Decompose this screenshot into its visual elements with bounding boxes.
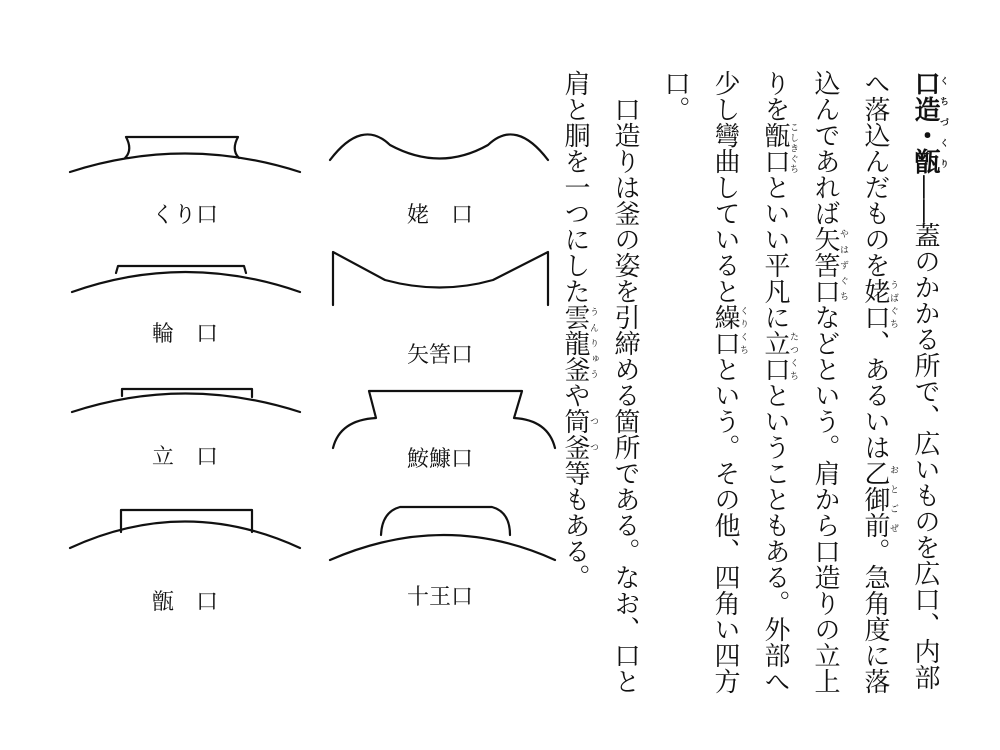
section-heading (910, 70, 948, 174)
p1-ruby-1: 姥口うばぐち (860, 278, 898, 330)
p2-ruby-3: 筒釜つつ (560, 408, 598, 460)
p2-text-4: 等もある。 (560, 460, 590, 590)
diagram-koshiki-mouth (70, 510, 300, 548)
p1-ruby-7: 甑口こしきぐち (760, 122, 798, 174)
p1-text-6: などという。肩から口造りの立上りを (760, 70, 840, 694)
caption-wa: 輪 口 (151, 322, 219, 347)
p2-text-0: 口造りは釜の姿を引締める箇所である。なお、口と肩と胴を一つにした (560, 70, 640, 694)
diagram-yahazu-mouth (333, 252, 548, 305)
paragraph-1-body (660, 70, 940, 694)
p1-text-10: ということもある。外部へ少し彎曲していると (710, 70, 790, 694)
p1-ruby-11: 繰口くりくち (710, 304, 748, 356)
p1-ruby-9: 立口たつくち (760, 330, 798, 382)
caption-yahazu: 矢筈口 (406, 343, 474, 368)
diagram-wa-mouth (72, 266, 300, 292)
heading-ruby: くちづくり (938, 70, 948, 174)
paragraph-1 (650, 70, 950, 710)
diagram-uba-mouth (330, 134, 548, 160)
caption-juou: 十王口 (406, 585, 474, 610)
heading-dash: —— (910, 174, 940, 222)
p1-text-12: という。その他、四角い四方口。 (660, 70, 740, 694)
p1-text-8: といい平凡に (760, 174, 790, 330)
p1-text-2: 、あるいは (860, 330, 890, 460)
caption-kuri: くり口 (151, 203, 219, 228)
paragraph-2 (550, 70, 650, 710)
caption-kougou: 鮟鱇口 (406, 447, 474, 472)
caption-koshiki: 甑 口 (151, 590, 219, 615)
diagram-juou-mouth (330, 507, 555, 560)
diagram-tatsu-mouth (72, 389, 300, 412)
p1-ruby-3: 乙御前おとごぜ (860, 460, 898, 538)
diagram-kuri-mouth (70, 137, 300, 172)
p1-text-0: 蓋のかかる所で、広いものを広口、内部へ落込んだものを (860, 70, 940, 690)
caption-uba: 姥 口 (406, 203, 474, 228)
p2-text-2: や (560, 382, 590, 408)
p2-ruby-1: 雲龍釜うんりゅう (560, 304, 598, 382)
p1-ruby-5: 矢筈口やはずぐち (810, 226, 848, 304)
diagram-kougou-mouth (333, 391, 555, 448)
body-text (550, 70, 950, 710)
heading-text: 口造・甑 (910, 70, 940, 174)
caption-tatsu: 立 口 (151, 445, 219, 470)
p1-text-4: 。急角度に落込んであれば (810, 70, 890, 694)
